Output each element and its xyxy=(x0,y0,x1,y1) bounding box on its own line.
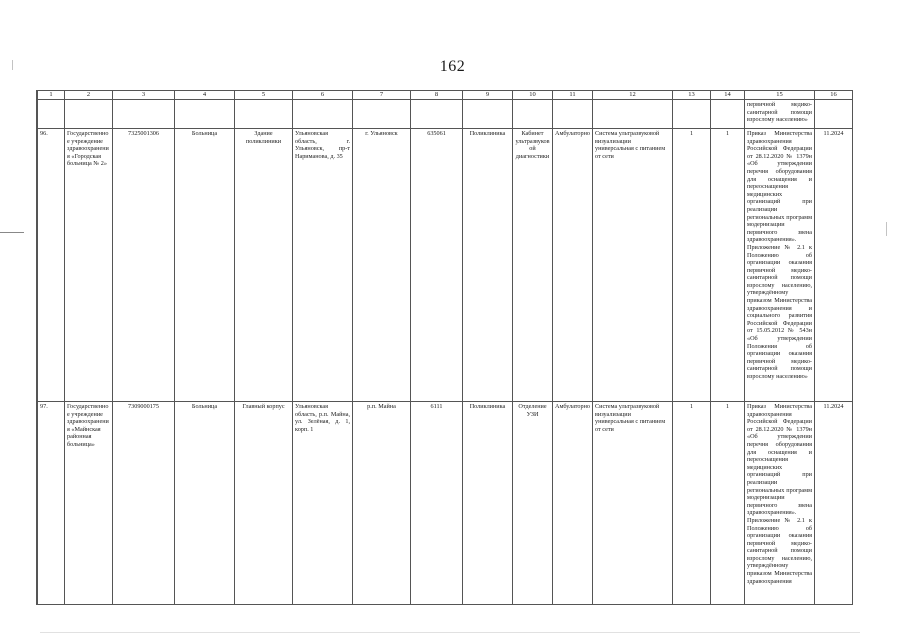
table-row xyxy=(38,402,853,606)
equipment-registry-table xyxy=(37,90,853,605)
column-number-row xyxy=(38,91,853,100)
date-cell: 11.2024 xyxy=(815,129,853,402)
column-number: 12 xyxy=(593,91,673,100)
column-number: 16 xyxy=(815,91,853,100)
building-cell: Здание поликлиники xyxy=(235,129,293,402)
column-number: 6 xyxy=(293,91,353,100)
column-number: 15 xyxy=(745,91,815,100)
scan-mark xyxy=(12,60,13,70)
room-cell: Отделение УЗИ xyxy=(513,402,553,606)
continuation-row xyxy=(38,100,853,129)
facility-type-cell: Больница xyxy=(175,129,235,402)
table-row xyxy=(38,129,853,402)
column-number: 5 xyxy=(235,91,293,100)
scan-mark xyxy=(40,632,860,633)
oktmo-cell: 635061 xyxy=(411,129,463,402)
scan-mark xyxy=(886,222,887,236)
registry-table-frame xyxy=(36,90,853,605)
code-cell: 7309000175 xyxy=(113,402,175,606)
column-number: 7 xyxy=(353,91,411,100)
address-cell: Ульяновская область, р.п. Майна, ул. Зелёная, д. 1, корп. 1 xyxy=(293,402,353,606)
care-form-cell: Амбулаторно xyxy=(553,402,593,606)
date-cell: 11.2024 xyxy=(815,402,853,606)
quantity-cell: 1 xyxy=(711,402,745,606)
organization-cell: Государственное учреждение здравоохранения «Майнская районная больница» xyxy=(65,402,113,606)
code-cell: 7325001306 xyxy=(113,129,175,402)
column-number: 9 xyxy=(463,91,513,100)
column-number: 11 xyxy=(553,91,593,100)
unit-cell: Поликлиника xyxy=(463,129,513,402)
column-number: 10 xyxy=(513,91,553,100)
column-number: 13 xyxy=(673,91,711,100)
equipment-cell: Система ультразвуковой визуализации универсальная с питанием от сети xyxy=(593,402,673,606)
column-number: 8 xyxy=(411,91,463,100)
column-number: 1 xyxy=(38,91,65,100)
quantity-cell: 1 xyxy=(711,129,745,402)
row-number: 96. xyxy=(38,129,65,402)
column-number: 4 xyxy=(175,91,235,100)
unit-cell: Поликлиника xyxy=(463,402,513,606)
address-cell: Ульяновская область, г. Ульяновск, пр-т Нариманова, д. 35 xyxy=(293,129,353,402)
equipment-cell: Система ультразвуковой визуализации универсальная с питанием от сети xyxy=(593,129,673,402)
organization-cell: Государственное учреждение здравоохранения «Городская больница № 2» xyxy=(65,129,113,402)
oktmo-cell: 6111 xyxy=(411,402,463,606)
care-form-cell: Амбулаторно xyxy=(553,129,593,402)
continuation-basis-cell: первичной медико-санитарной помощи взрослому населению» xyxy=(745,100,815,129)
row-number: 97. xyxy=(38,402,65,606)
locality-cell: р.п. Майна xyxy=(353,402,411,606)
legal-basis-cell: Приказ Министерства здравоохранения Российской Федерации от 28.12.2020 № 1379н «Об утверждении перечня оборудования для оснащения и переоснащения медицинских организаций при реализации региональных программ модернизации первичного звена здравоохранения». Приложение № 2.1 к Положению об организации оказания первичной медико-санитарной помощи взрослому населению, утверждённому приказом Министерства здравоохранения xyxy=(745,402,815,606)
column-number: 14 xyxy=(711,91,745,100)
column-number: 3 xyxy=(113,91,175,100)
facility-type-cell: Больница xyxy=(175,402,235,606)
legal-basis-cell: Приказ Министерства здравоохранения Российской Федерации от 28.12.2020 № 1379н «Об утверждении перечня оборудования для оснащения и переоснащения медицинских организаций при реализации региональных программ модернизации первичного звена здравоохранения». Приложение № 2.1 к Положению об организации оказания первичной медико-санитарной помощи взрослому населению, утверждённому приказом Министерства здравоохранения и социального развития Российской Федерации от 15.05.2012 № 543н «Об утверждении Положения об организации оказания первичной медико-санитарной помощи взрослому населению» xyxy=(745,129,815,402)
column-number: 2 xyxy=(65,91,113,100)
room-cell: Кабинет ультразвуковой диагностики xyxy=(513,129,553,402)
quantity-cell: 1 xyxy=(673,129,711,402)
scan-mark xyxy=(0,232,24,233)
quantity-cell: 1 xyxy=(673,402,711,606)
building-cell: Главный корпус xyxy=(235,402,293,606)
page-number: 162 xyxy=(439,58,466,75)
locality-cell: г. Ульяновск xyxy=(353,129,411,402)
